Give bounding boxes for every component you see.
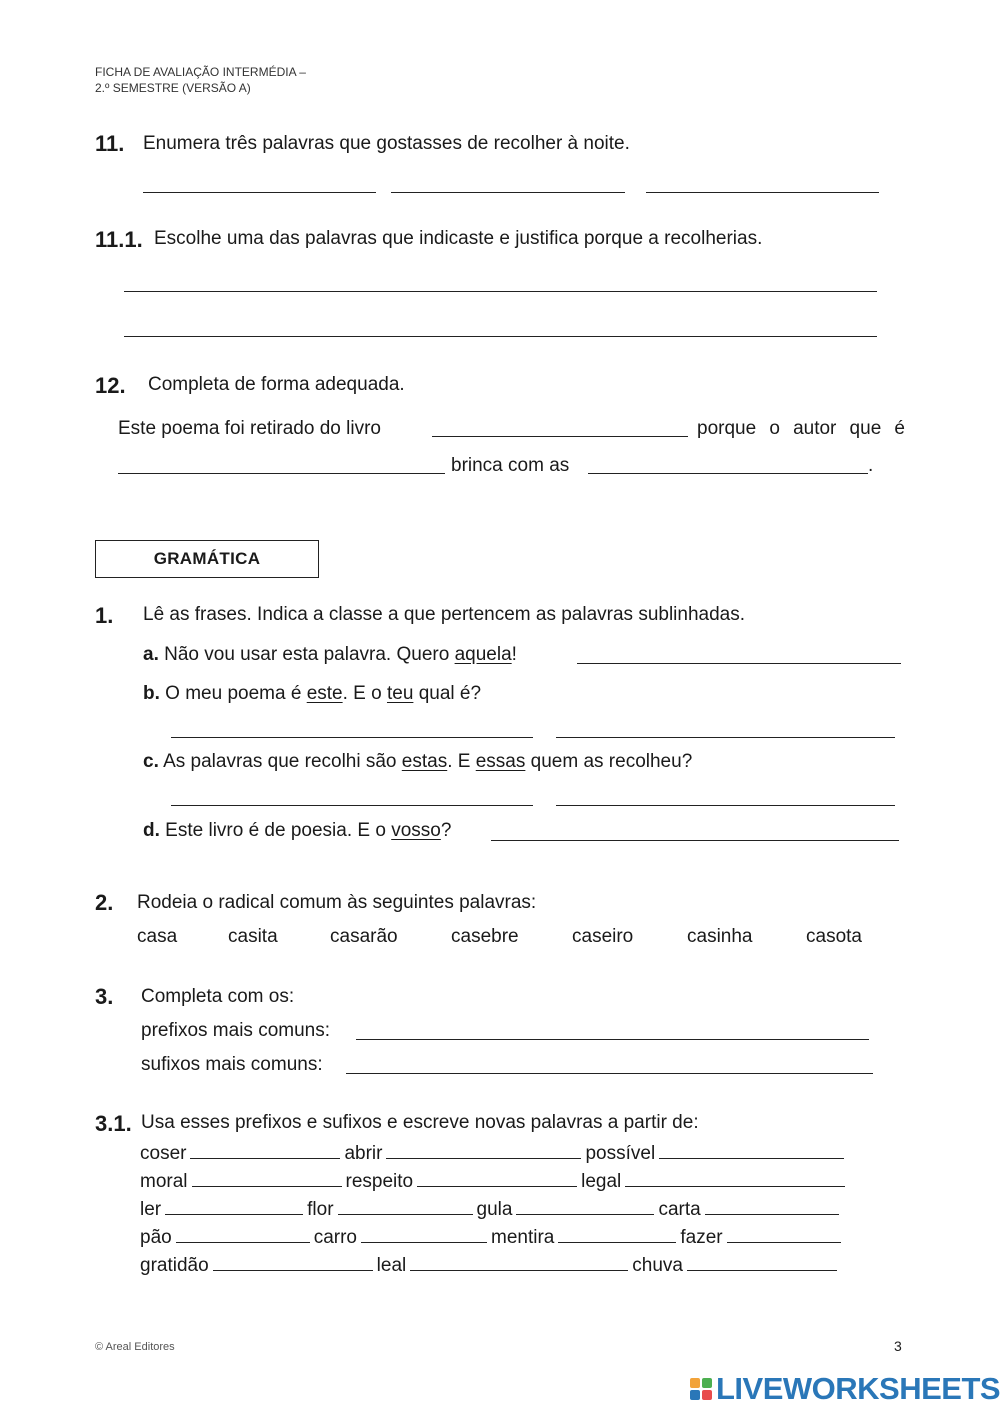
base-word: coser: [140, 1143, 187, 1164]
item-b-text-3: qual é?: [418, 683, 482, 704]
base-word: carro: [313, 1227, 357, 1248]
grammar-2-number: 2.: [95, 890, 114, 915]
q12-words-blank[interactable]: [588, 473, 868, 474]
word-blank[interactable]: [516, 1214, 654, 1215]
word-blank[interactable]: [361, 1242, 487, 1243]
base-word: legal: [581, 1171, 622, 1192]
prefixos-label: prefixos mais comuns:: [141, 1020, 331, 1041]
q12-sentence-part-3: brinca com as: [451, 455, 570, 476]
answer-line-11-1-a[interactable]: [124, 291, 877, 292]
logo-square-2: [702, 1378, 712, 1388]
radical-word[interactable]: casinha: [687, 926, 753, 947]
word-blank[interactable]: [417, 1186, 577, 1187]
item-c-text-1: As palavras que recolhi são: [163, 751, 397, 772]
document-header: [95, 64, 306, 96]
words-row-4: [140, 1227, 845, 1249]
q12-sentence-part-2: porque o autor que é: [697, 418, 905, 439]
answer-line-1b-2[interactable]: [556, 737, 895, 738]
item-c-label: c.: [143, 751, 159, 772]
question-11-text: Enumera três palavras que gostasses de recolher à noite.: [143, 133, 630, 154]
grammar-3-1-number: 3.1.: [95, 1111, 132, 1136]
radical-word[interactable]: casarão: [330, 926, 398, 947]
base-word: chuva: [632, 1255, 683, 1276]
word-blank[interactable]: [165, 1214, 303, 1215]
item-a-underlined-word: aquela: [454, 644, 512, 665]
item-a-text: Não vou usar esta palavra. Quero: [164, 644, 450, 665]
word-blank[interactable]: [213, 1270, 373, 1271]
answer-line-1c-2[interactable]: [556, 805, 895, 806]
sufixos-label: sufixos mais comuns:: [141, 1054, 323, 1075]
question-12-number: 12.: [95, 373, 126, 398]
words-row-3: [140, 1199, 843, 1221]
header-line-2: 2.º SEMESTRE (VERSÃO A): [95, 81, 251, 95]
base-word: gula: [476, 1199, 513, 1220]
item-b-text-1: O meu poema é: [165, 683, 302, 704]
base-word: ler: [140, 1199, 162, 1220]
item-c-text-3: quem as recolheu?: [530, 751, 693, 772]
words-row-5: [140, 1255, 841, 1277]
header-line-1: FICHA DE AVALIAÇÃO INTERMÉDIA –: [95, 65, 306, 79]
answer-line-1a[interactable]: [577, 663, 901, 664]
word-blank[interactable]: [338, 1214, 473, 1215]
base-word: abrir: [344, 1143, 383, 1164]
radical-word[interactable]: casa: [137, 926, 178, 947]
grammar-1-item-a: [143, 644, 517, 666]
item-b-label: b.: [143, 683, 160, 704]
q12-sentence-part-1: Este poema foi retirado do livro: [118, 418, 381, 439]
liveworksheets-logo[interactable]: [690, 1371, 1000, 1407]
q12-period: .: [868, 455, 874, 476]
q12-book-blank[interactable]: [432, 436, 688, 437]
answer-line-11-1-b[interactable]: [124, 336, 877, 337]
grammar-3-text: Completa com os:: [141, 986, 295, 1007]
answer-line-11-1[interactable]: [143, 192, 376, 193]
radical-word[interactable]: casota: [806, 926, 862, 947]
item-a-label: a.: [143, 644, 159, 665]
gramatica-section-title: GRAMÁTICA: [95, 540, 319, 578]
item-c-underlined-word-2: essas: [475, 751, 526, 772]
base-word: moral: [140, 1171, 188, 1192]
word-blank[interactable]: [176, 1242, 310, 1243]
grammar-1-item-d: [143, 820, 451, 842]
base-word: gratidão: [140, 1255, 209, 1276]
word-blank[interactable]: [190, 1158, 340, 1159]
question-11-1-text: Escolhe uma das palavras que indicaste e justifica porque a recolherias.: [154, 228, 763, 249]
item-a-exclamation: !: [511, 644, 517, 665]
logo-square-4: [702, 1390, 712, 1400]
grammar-1-item-b: [143, 683, 481, 705]
base-word: leal: [376, 1255, 407, 1276]
base-word: carta: [658, 1199, 701, 1220]
answer-line-1c-1[interactable]: [171, 805, 533, 806]
item-b-text-2: . E o: [342, 683, 382, 704]
words-row-1: [140, 1143, 848, 1165]
word-blank[interactable]: [558, 1242, 676, 1243]
word-blank[interactable]: [386, 1158, 581, 1159]
radical-word[interactable]: casebre: [451, 926, 519, 947]
grammar-3-1-text: Usa esses prefixos e sufixos e escreve novas palavras a partir de:: [141, 1112, 699, 1133]
liveworksheets-logo-text: LIVEWORKSHEETS: [716, 1371, 1000, 1406]
page-number: 3: [894, 1338, 902, 1354]
answer-line-1d[interactable]: [491, 840, 899, 841]
item-c-underlined-word-1: estas: [401, 751, 448, 772]
logo-square-1: [690, 1378, 700, 1388]
word-blank[interactable]: [659, 1158, 844, 1159]
radical-word[interactable]: casita: [228, 926, 278, 947]
base-word: flor: [307, 1199, 334, 1220]
grammar-2-text: Rodeia o radical comum às seguintes palavras:: [137, 892, 537, 913]
word-blank[interactable]: [410, 1270, 628, 1271]
grammar-1-item-c: [143, 751, 692, 773]
word-blank[interactable]: [727, 1242, 841, 1243]
word-blank[interactable]: [705, 1214, 839, 1215]
question-11-1-number: 11.1.: [95, 227, 143, 252]
item-d-label: d.: [143, 820, 160, 841]
question-12-text: Completa de forma adequada.: [148, 374, 405, 395]
q12-author-blank[interactable]: [118, 473, 445, 474]
item-d-question-mark: ?: [440, 820, 452, 841]
grammar-1-number: 1.: [95, 603, 114, 628]
logo-square-3: [690, 1390, 700, 1400]
answer-line-1b-1[interactable]: [171, 737, 533, 738]
words-row-2: [140, 1171, 849, 1193]
grammar-1-text: Lê as frases. Indica a classe a que pertencem as palavras sublinhadas.: [143, 604, 746, 625]
item-d-text: Este livro é de poesia. E o: [165, 820, 386, 841]
base-word: mentira: [491, 1227, 555, 1248]
word-blank[interactable]: [625, 1186, 845, 1187]
answer-line-11-2[interactable]: [391, 192, 625, 193]
copyright-footer: © Areal Editores: [95, 1341, 175, 1353]
question-11-number: 11.: [95, 131, 125, 156]
word-blank[interactable]: [192, 1186, 342, 1187]
base-word: respeito: [345, 1171, 414, 1192]
item-d-underlined-word: vosso: [391, 820, 441, 841]
item-b-underlined-word-2: teu: [386, 683, 414, 704]
radical-word[interactable]: caseiro: [572, 926, 634, 947]
prefixos-answer-line[interactable]: [356, 1039, 869, 1040]
item-c-text-2: . E: [447, 751, 471, 772]
liveworksheets-logo-icon: [690, 1378, 712, 1400]
answer-line-11-3[interactable]: [646, 192, 879, 193]
word-blank[interactable]: [687, 1270, 837, 1271]
item-b-underlined-word-1: este: [306, 683, 343, 704]
base-word: possível: [585, 1143, 656, 1164]
base-word: fazer: [680, 1227, 723, 1248]
grammar-3-number: 3.: [95, 984, 114, 1009]
base-word: pão: [140, 1227, 172, 1248]
sufixos-answer-line[interactable]: [346, 1073, 873, 1074]
